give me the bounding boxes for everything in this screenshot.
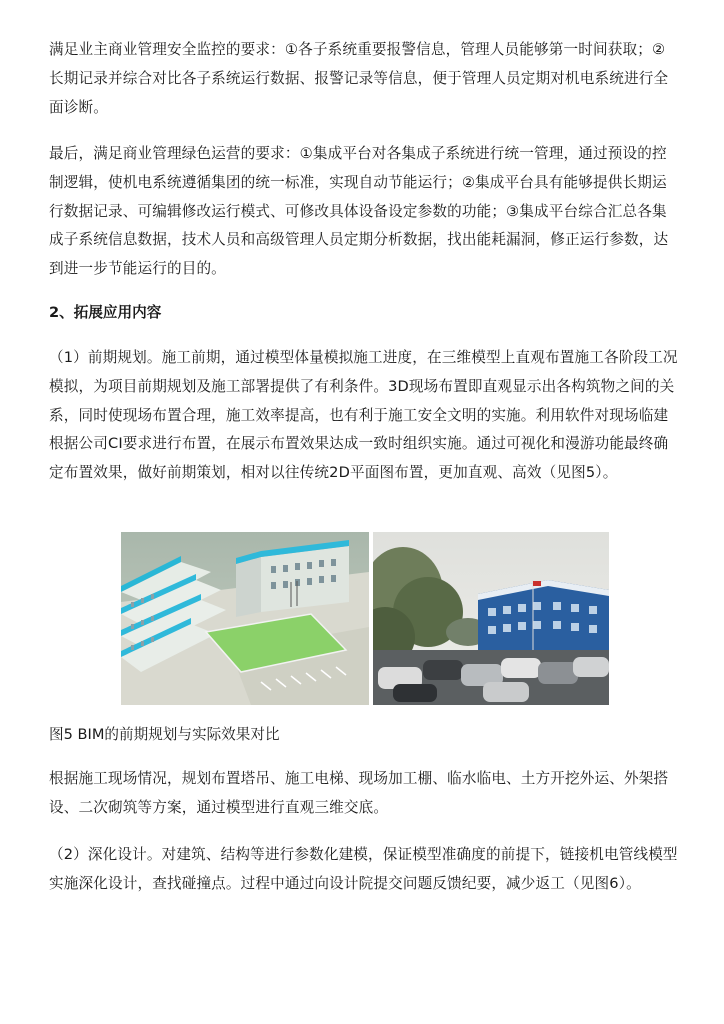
- section-heading: 2、拓展应用内容: [49, 304, 162, 321]
- paragraph-deepening-design: （2）深化设计。对建筑、结构等进行参数化建模，保证模型准确度的前提下，链接机电管线模型实施深化设计，查找碰撞点。过程中通过向设计院提交问题反馈纪要，减少返工（见图6）。: [49, 846, 678, 892]
- paragraph-monitoring-requirements: 满足业主商业管理安全监控的要求：①各子系统重要报警信息，管理人员能够第一时间获取；②长期记录并综合对比各子系统运行数据、报警记录等信息，便于管理人员定期对机电系统进行全面诊断。: [49, 41, 669, 116]
- bim-model-image: [121, 532, 369, 705]
- site-photo-image: [373, 532, 609, 705]
- figure-5: [121, 532, 609, 705]
- figure-caption: 图5 BIM的前期规划与实际效果对比: [49, 726, 280, 743]
- paragraph-site-layout: 根据施工现场情况，规划布置塔吊、施工电梯、现场加工棚、临水临电、土方开挖外运、外架搭设、二次砌筑等方案，通过模型进行直观三维交底。: [49, 770, 669, 816]
- paragraph-green-operation: 最后，满足商业管理绿色运营的要求：①集成平台对各集成子系统进行统一管理，通过预设的控制逻辑，使机电系统遵循集团的统一标准，实现自动节能运行；②集成平台具有能够提供长期运行数据记录、可编辑修改运行模式、可修改具体设备设定参数的功能；③集成平台综合汇总各集成子系统信息数据，技术人员和高级管理人员定期分析数据，找出能耗漏洞，修正运行参数，达到进一步节能运行的目的。: [49, 145, 669, 278]
- paragraph-early-planning: （1）前期规划。施工前期，通过模型体量模拟施工进度，在三维模型上直观布置施工各阶段工况模拟，为项目前期规划及施工部署提供了有利条件。3D现场布置即直观显示出各构筑物之间的关系，同时使现场布置合理，施工效率提高，也有利于施工安全文明的实施。利用软件对现场临建根据公司CI要求进行布置，在展示布置效果达成一致时组织实施。通过可视化和漫游功能最终确定布置效果，做好前期策划，相对以往传统2D平面图布置，更加直观、高效（见图5）。: [49, 349, 678, 482]
